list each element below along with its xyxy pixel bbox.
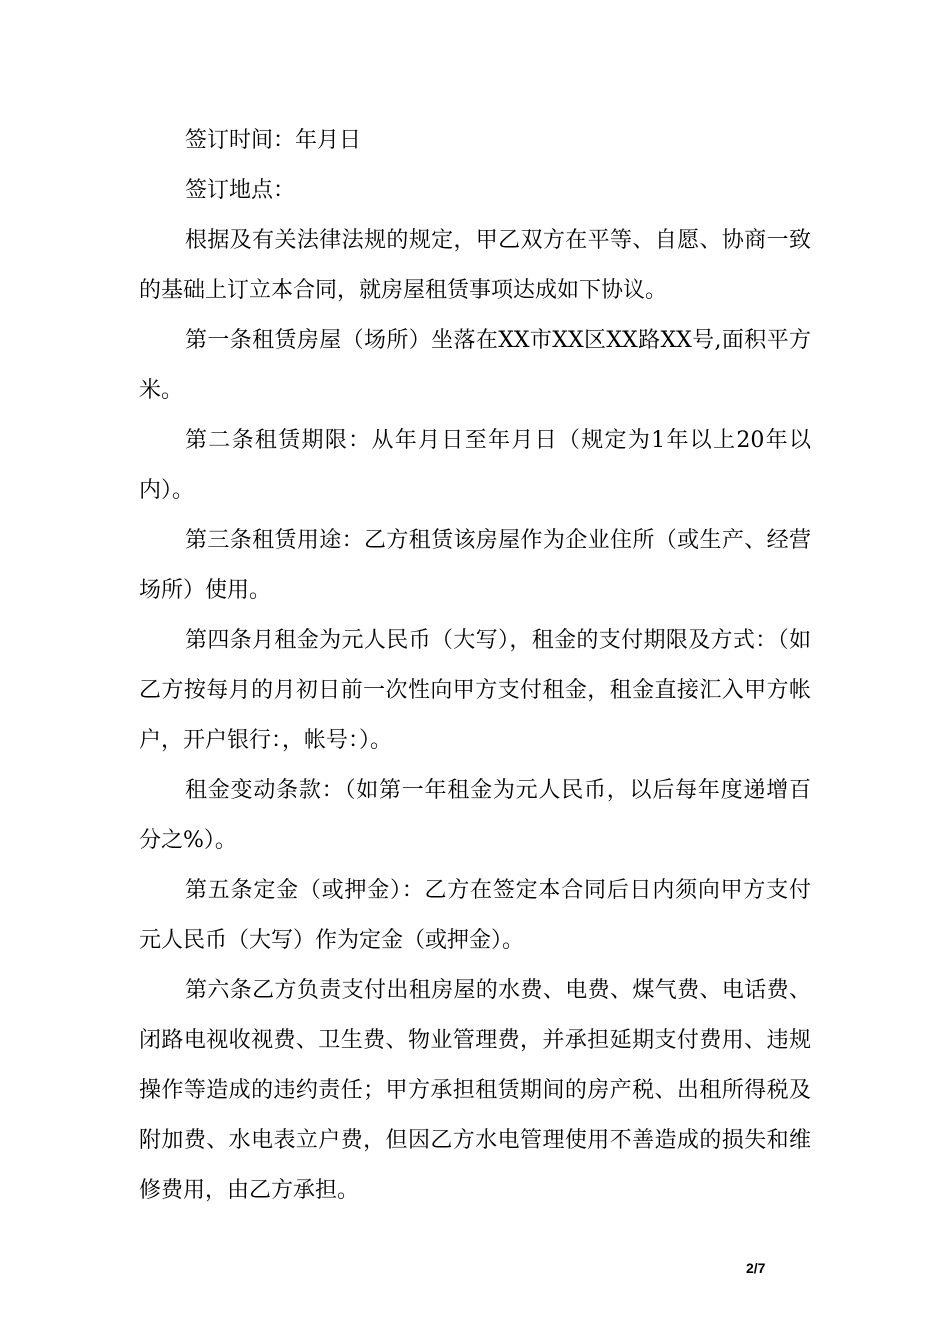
- article-2-paragraph: 第二条租赁期限：从年月日至年月日（规定为1年以上20年以内）。: [139, 428, 811, 503]
- signing-place-line: 签订地点：: [185, 178, 296, 203]
- article-1-paragraph: 第一条租赁房屋（场所）坐落在XX市XX区XX路XX号,面积平方米。: [139, 328, 811, 403]
- page-number: 2/7: [746, 1260, 766, 1276]
- preamble-paragraph: 根据及有关法律法规的规定，甲乙双方在平等、自愿、协商一致的基础上订立本合同，就房屋租赁事项达成如下协议。: [139, 228, 811, 303]
- article-6-paragraph: 第六条乙方负责支付出租房屋的水费、电费、煤气费、电话费、闭路电视收视费、卫生费、物业管理费，并承担延期支付费用、违规操作等造成的违约责任；甲方承担租赁期间的房产税、出租所得税及附加费、水电表立户费，但因乙方水电管理使用不善造成的损失和维修费用，由乙方承担。: [139, 978, 811, 1203]
- document-body: [139, 116, 811, 1216]
- article-5-paragraph: 第五条定金（或押金）：乙方在签定本合同后日内须向甲方支付元人民币（大写）作为定金（或押金）。: [139, 878, 811, 953]
- signing-time-line: 签订时间：年月日: [185, 128, 362, 153]
- article-3-paragraph: 第三条租赁用途：乙方租赁该房屋作为企业住所（或生产、经营场所）使用。: [139, 528, 811, 603]
- article-4-paragraph: 第四条月租金为元人民币（大写），租金的支付期限及方式：（如乙方按每月的月初日前一次性向甲方支付租金，租金直接汇入甲方帐户，开户银行：，帐号：）。: [139, 628, 811, 753]
- rent-adjustment-paragraph: 租金变动条款：（如第一年租金为元人民币，以后每年度递增百分之%）。: [139, 778, 811, 853]
